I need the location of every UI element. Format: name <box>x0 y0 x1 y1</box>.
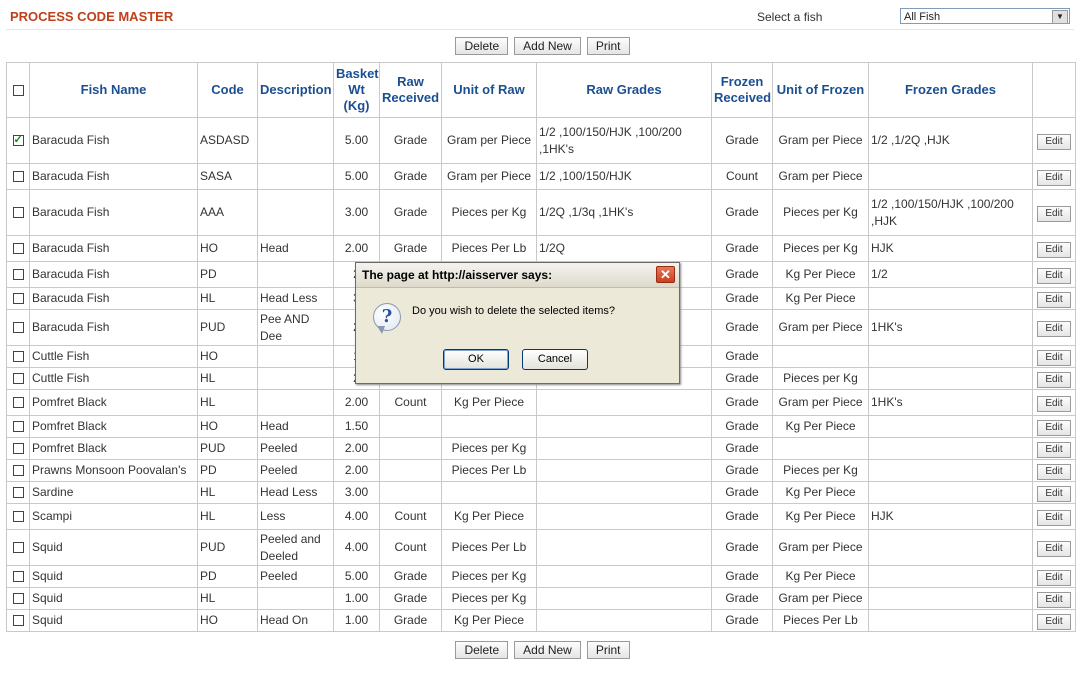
row-checkbox[interactable] <box>13 322 24 333</box>
edit-cell <box>1033 588 1076 610</box>
frozen-received-cell: Grade <box>712 438 773 460</box>
table-header-row <box>7 63 1076 118</box>
edit-cell <box>1033 390 1076 416</box>
raw-received-cell: Grade <box>380 190 442 236</box>
description-cell <box>258 346 334 368</box>
col-frozen-received: Frozen Received <box>712 63 773 118</box>
code-cell: ASDASD <box>198 118 258 164</box>
table-row <box>7 460 1076 482</box>
raw-grades-cell: 1/2 ,100/150/HJK <box>537 164 712 190</box>
row-select-cell[interactable] <box>7 588 30 610</box>
frozen-grades-cell: HJK <box>869 236 1033 262</box>
unit-of-raw-cell: Pieces Per Lb <box>442 460 537 482</box>
fish-name-cell: Baracuda Fish <box>30 236 198 262</box>
edit-button[interactable]: Edit <box>1037 442 1071 458</box>
fish-name-cell: Prawns Monsoon Poovalan's <box>30 460 198 482</box>
edit-button[interactable]: Edit <box>1037 486 1071 502</box>
edit-cell <box>1033 310 1076 346</box>
frozen-grades-cell <box>869 164 1033 190</box>
frozen-received-cell: Count <box>712 164 773 190</box>
description-cell: Head Less <box>258 288 334 310</box>
confirm-dialog <box>355 262 680 384</box>
row-select-cell[interactable] <box>7 610 30 632</box>
edit-cell <box>1033 530 1076 566</box>
delete-button[interactable]: Delete <box>455 37 508 55</box>
edit-button[interactable]: Edit <box>1037 592 1071 608</box>
code-cell: HL <box>198 504 258 530</box>
row-checkbox[interactable] <box>13 421 24 432</box>
table-row <box>7 416 1076 438</box>
edit-button[interactable]: Edit <box>1037 292 1071 308</box>
basket-wt-cell: 3.00 <box>334 482 380 504</box>
header-divider <box>6 29 1074 30</box>
raw-received-cell: Count <box>380 504 442 530</box>
fish-select[interactable] <box>900 8 1070 24</box>
frozen-received-cell: Grade <box>712 262 773 288</box>
raw-grades-cell <box>537 566 712 588</box>
frozen-grades-cell <box>869 416 1033 438</box>
col-raw-grades: Raw Grades <box>537 63 712 118</box>
fish-name-cell: Baracuda Fish <box>30 262 198 288</box>
dialog-body <box>356 288 679 384</box>
fish-name-cell: Baracuda Fish <box>30 164 198 190</box>
raw-grades-cell: 1/2 ,100/150/HJK ,100/200 ,1HK's <box>537 118 712 164</box>
edit-button[interactable]: Edit <box>1037 464 1071 480</box>
unit-of-frozen-cell: Pieces per Kg <box>773 190 869 236</box>
unit-of-frozen-cell: Pieces per Kg <box>773 236 869 262</box>
row-select-cell[interactable] <box>7 262 30 288</box>
unit-of-raw-cell: Gram per Piece <box>442 164 537 190</box>
row-checkbox[interactable] <box>13 373 24 384</box>
table-row <box>7 482 1076 504</box>
edit-cell <box>1033 262 1076 288</box>
frozen-grades-cell <box>869 346 1033 368</box>
col-description: Description <box>258 63 334 118</box>
frozen-grades-cell <box>869 368 1033 390</box>
basket-wt-cell: 4.00 <box>334 530 380 566</box>
edit-cell <box>1033 236 1076 262</box>
page-header <box>0 0 1085 30</box>
unit-of-raw-cell: Pieces per Kg <box>442 190 537 236</box>
bottom-toolbar <box>0 641 1085 659</box>
edit-cell <box>1033 346 1076 368</box>
row-checkbox[interactable] <box>13 443 24 454</box>
top-toolbar <box>0 37 1085 55</box>
frozen-received-cell: Grade <box>712 236 773 262</box>
description-cell <box>258 190 334 236</box>
delete-button-bottom[interactable]: Delete <box>455 641 508 659</box>
fish-name-cell: Squid <box>30 530 198 566</box>
raw-received-cell: Count <box>380 530 442 566</box>
edit-button[interactable]: Edit <box>1037 350 1071 366</box>
fish-name-cell: Baracuda Fish <box>30 310 198 346</box>
basket-wt-cell: 5.00 <box>334 566 380 588</box>
edit-button[interactable]: Edit <box>1037 614 1071 630</box>
edit-button[interactable]: Edit <box>1037 206 1071 222</box>
table-row <box>7 566 1076 588</box>
row-checkbox[interactable] <box>13 511 24 522</box>
edit-cell <box>1033 482 1076 504</box>
fish-name-cell: Baracuda Fish <box>30 118 198 164</box>
description-cell: Head <box>258 416 334 438</box>
page-title: PROCESS CODE MASTER <box>10 9 174 24</box>
row-select-cell[interactable] <box>7 190 30 236</box>
row-select-cell[interactable] <box>7 164 30 190</box>
code-cell: HO <box>198 610 258 632</box>
fish-name-cell: Baracuda Fish <box>30 190 198 236</box>
frozen-grades-cell: 1/2 ,100/150/HJK ,100/200 ,HJK <box>869 190 1033 236</box>
basket-wt-cell: 1.00 <box>334 610 380 632</box>
row-select-cell[interactable] <box>7 504 30 530</box>
edit-button[interactable]: Edit <box>1037 541 1071 557</box>
dialog-title: The page at http://aisserver says: <box>362 268 553 282</box>
frozen-grades-cell <box>869 482 1033 504</box>
frozen-received-cell: Grade <box>712 390 773 416</box>
frozen-received-cell: Grade <box>712 416 773 438</box>
description-cell: Peeled <box>258 460 334 482</box>
description-cell <box>258 368 334 390</box>
col-fish-name: Fish Name <box>30 63 198 118</box>
table-row <box>7 164 1076 190</box>
edit-button[interactable]: Edit <box>1037 321 1071 337</box>
raw-received-cell: Grade <box>380 118 442 164</box>
select-all-cell[interactable] <box>7 63 30 118</box>
raw-received-cell: Grade <box>380 164 442 190</box>
edit-cell <box>1033 504 1076 530</box>
raw-grades-cell <box>537 610 712 632</box>
edit-cell <box>1033 416 1076 438</box>
fish-name-cell: Scampi <box>30 504 198 530</box>
unit-of-frozen-cell: Gram per Piece <box>773 588 869 610</box>
table-row <box>7 504 1076 530</box>
unit-of-raw-cell: Kg Per Piece <box>442 610 537 632</box>
code-cell: HL <box>198 368 258 390</box>
row-checkbox[interactable] <box>13 397 24 408</box>
frozen-grades-cell <box>869 460 1033 482</box>
dialog-message: Do you wish to delete the selected items? <box>412 305 616 317</box>
unit-of-frozen-cell: Pieces Per Lb <box>773 610 869 632</box>
frozen-received-cell: Grade <box>712 460 773 482</box>
raw-received-cell: Grade <box>380 588 442 610</box>
raw-grades-cell <box>537 390 712 416</box>
code-cell: HO <box>198 416 258 438</box>
basket-wt-cell: 5.00 <box>334 118 380 164</box>
row-checkbox[interactable] <box>13 243 24 254</box>
row-checkbox[interactable] <box>13 135 24 146</box>
fish-name-cell: Pomfret Black <box>30 438 198 460</box>
description-cell <box>258 164 334 190</box>
table-row <box>7 438 1076 460</box>
raw-grades-cell <box>537 416 712 438</box>
table-row <box>7 530 1076 566</box>
unit-of-frozen-cell: Kg Per Piece <box>773 504 869 530</box>
row-select-cell[interactable] <box>7 368 30 390</box>
raw-received-cell: Count <box>380 390 442 416</box>
unit-of-raw-cell: Pieces per Kg <box>442 566 537 588</box>
row-select-cell[interactable] <box>7 416 30 438</box>
ok-button[interactable]: OK <box>443 349 509 370</box>
table-row <box>7 190 1076 236</box>
row-checkbox[interactable] <box>13 351 24 362</box>
table-row <box>7 118 1076 164</box>
edit-cell <box>1033 164 1076 190</box>
row-checkbox[interactable] <box>13 593 24 604</box>
edit-cell <box>1033 460 1076 482</box>
frozen-grades-cell <box>869 288 1033 310</box>
edit-button[interactable]: Edit <box>1037 396 1071 412</box>
question-icon-tail <box>377 326 385 334</box>
unit-of-frozen-cell: Kg Per Piece <box>773 288 869 310</box>
raw-received-cell: Grade <box>380 566 442 588</box>
code-cell: PD <box>198 566 258 588</box>
unit-of-frozen-cell: Kg Per Piece <box>773 416 869 438</box>
basket-wt-cell: 2.00 <box>334 438 380 460</box>
col-raw-received: Raw Received <box>380 63 442 118</box>
row-checkbox[interactable] <box>13 542 24 553</box>
row-select-cell[interactable] <box>7 310 30 346</box>
unit-of-raw-cell: Pieces per Kg <box>442 438 537 460</box>
chevron-down-icon[interactable]: ▼ <box>1052 10 1068 24</box>
row-select-cell[interactable] <box>7 460 30 482</box>
fish-name-cell: Baracuda Fish <box>30 288 198 310</box>
raw-received-cell <box>380 482 442 504</box>
col-code: Code <box>198 63 258 118</box>
col-edit <box>1033 63 1076 118</box>
unit-of-frozen-cell <box>773 346 869 368</box>
row-select-cell[interactable] <box>7 346 30 368</box>
code-cell: PUD <box>198 438 258 460</box>
unit-of-frozen-cell: Gram per Piece <box>773 118 869 164</box>
description-cell: Head <box>258 236 334 262</box>
raw-grades-cell <box>537 504 712 530</box>
question-icon: ? <box>373 303 401 331</box>
unit-of-frozen-cell: Gram per Piece <box>773 530 869 566</box>
unit-of-frozen-cell: Gram per Piece <box>773 390 869 416</box>
unit-of-frozen-cell: Kg Per Piece <box>773 482 869 504</box>
edit-cell <box>1033 118 1076 164</box>
frozen-grades-cell <box>869 438 1033 460</box>
add-new-button[interactable]: Add New <box>514 37 581 55</box>
code-cell: HO <box>198 346 258 368</box>
edit-cell <box>1033 610 1076 632</box>
print-button[interactable]: Print <box>587 37 630 55</box>
unit-of-frozen-cell: Pieces per Kg <box>773 460 869 482</box>
code-cell: AAA <box>198 190 258 236</box>
close-icon[interactable]: ✕ <box>656 266 675 283</box>
description-cell: Pee AND Dee <box>258 310 334 346</box>
raw-received-cell: Grade <box>380 236 442 262</box>
row-checkbox[interactable] <box>13 293 24 304</box>
unit-of-raw-cell: Pieces Per Lb <box>442 530 537 566</box>
frozen-received-cell: Grade <box>712 482 773 504</box>
col-frozen-grades: Frozen Grades <box>869 63 1033 118</box>
fish-name-cell: Squid <box>30 588 198 610</box>
row-select-cell[interactable] <box>7 482 30 504</box>
edit-button[interactable]: Edit <box>1037 170 1071 186</box>
basket-wt-cell: 2.00 <box>334 390 380 416</box>
description-cell <box>258 118 334 164</box>
row-checkbox[interactable] <box>13 571 24 582</box>
description-cell <box>258 262 334 288</box>
frozen-grades-cell: 1HK's <box>869 390 1033 416</box>
unit-of-frozen-cell: Kg Per Piece <box>773 262 869 288</box>
col-basket-wt: Basket Wt (Kg) <box>334 63 380 118</box>
frozen-grades-cell: 1/2 ,1/2Q ,HJK <box>869 118 1033 164</box>
edit-button[interactable]: Edit <box>1037 242 1071 258</box>
edit-button[interactable]: Edit <box>1037 570 1071 586</box>
table-row <box>7 236 1076 262</box>
code-cell: HL <box>198 288 258 310</box>
description-cell: Peeled <box>258 566 334 588</box>
edit-cell <box>1033 288 1076 310</box>
frozen-received-cell: Grade <box>712 190 773 236</box>
unit-of-frozen-cell: Gram per Piece <box>773 310 869 346</box>
select-all-checkbox[interactable] <box>13 85 24 96</box>
frozen-received-cell: Grade <box>712 588 773 610</box>
unit-of-raw-cell: Pieces per Kg <box>442 588 537 610</box>
table-row <box>7 390 1076 416</box>
raw-grades-cell: 1/2Q ,1/3q ,1HK's <box>537 190 712 236</box>
print-button-bottom[interactable]: Print <box>587 641 630 659</box>
row-select-cell[interactable] <box>7 236 30 262</box>
basket-wt-cell: 2.00 <box>334 460 380 482</box>
frozen-received-cell: Grade <box>712 346 773 368</box>
description-cell <box>258 390 334 416</box>
unit-of-raw-cell: Kg Per Piece <box>442 504 537 530</box>
edit-button[interactable]: Edit <box>1037 510 1071 526</box>
code-cell: HL <box>198 390 258 416</box>
fish-select-label: Select a fish <box>757 10 823 24</box>
add-new-button-bottom[interactable]: Add New <box>514 641 581 659</box>
frozen-grades-cell <box>869 530 1033 566</box>
frozen-grades-cell <box>869 588 1033 610</box>
unit-of-raw-cell <box>442 416 537 438</box>
row-checkbox[interactable] <box>13 487 24 498</box>
description-cell: Peeled <box>258 438 334 460</box>
row-checkbox[interactable] <box>13 207 24 218</box>
frozen-received-cell: Grade <box>712 310 773 346</box>
frozen-grades-cell: 1/2 <box>869 262 1033 288</box>
edit-button[interactable]: Edit <box>1037 268 1071 284</box>
edit-button[interactable]: Edit <box>1037 372 1071 388</box>
fish-name-cell: Sardine <box>30 482 198 504</box>
row-select-cell[interactable] <box>7 530 30 566</box>
description-cell: Peeled and Deeled <box>258 530 334 566</box>
unit-of-raw-cell: Kg Per Piece <box>442 390 537 416</box>
col-unit-of-frozen: Unit of Frozen <box>773 63 869 118</box>
code-cell: PD <box>198 262 258 288</box>
frozen-received-cell: Grade <box>712 504 773 530</box>
frozen-received-cell: Grade <box>712 368 773 390</box>
edit-button[interactable]: Edit <box>1037 420 1071 436</box>
edit-cell <box>1033 438 1076 460</box>
code-cell: HL <box>198 482 258 504</box>
edit-cell <box>1033 190 1076 236</box>
code-cell: SASA <box>198 164 258 190</box>
table-row <box>7 588 1076 610</box>
cancel-button[interactable]: Cancel <box>522 349 588 370</box>
unit-of-raw-cell <box>442 482 537 504</box>
description-cell <box>258 588 334 610</box>
raw-grades-cell <box>537 460 712 482</box>
description-cell: Head Less <box>258 482 334 504</box>
row-select-cell[interactable] <box>7 390 30 416</box>
frozen-grades-cell <box>869 610 1033 632</box>
basket-wt-cell: 4.00 <box>334 504 380 530</box>
row-select-cell[interactable] <box>7 288 30 310</box>
description-cell: Head On <box>258 610 334 632</box>
basket-wt-cell: 3.00 <box>334 190 380 236</box>
frozen-received-cell: Grade <box>712 610 773 632</box>
raw-grades-cell: 1/2Q <box>537 236 712 262</box>
unit-of-raw-cell: Pieces Per Lb <box>442 236 537 262</box>
unit-of-frozen-cell: Kg Per Piece <box>773 566 869 588</box>
code-cell: HO <box>198 236 258 262</box>
edit-cell <box>1033 566 1076 588</box>
basket-wt-cell: 2.00 <box>334 236 380 262</box>
row-select-cell[interactable] <box>7 438 30 460</box>
unit-of-frozen-cell: Pieces per Kg <box>773 368 869 390</box>
edit-button[interactable]: Edit <box>1037 134 1071 150</box>
raw-received-cell <box>380 416 442 438</box>
code-cell: PUD <box>198 530 258 566</box>
basket-wt-cell: 1.00 <box>334 588 380 610</box>
raw-grades-cell <box>537 482 712 504</box>
raw-grades-cell <box>537 530 712 566</box>
fish-select-value: All Fish <box>904 11 941 23</box>
raw-received-cell <box>380 438 442 460</box>
code-cell: HL <box>198 588 258 610</box>
fish-name-cell: Cuttle Fish <box>30 368 198 390</box>
raw-grades-cell <box>537 438 712 460</box>
row-checkbox[interactable] <box>13 465 24 476</box>
raw-grades-cell <box>537 588 712 610</box>
code-cell: PUD <box>198 310 258 346</box>
row-select-cell[interactable] <box>7 118 30 164</box>
basket-wt-cell: 5.00 <box>334 164 380 190</box>
unit-of-frozen-cell <box>773 438 869 460</box>
frozen-received-cell: Grade <box>712 288 773 310</box>
frozen-grades-cell: 1HK's <box>869 310 1033 346</box>
frozen-received-cell: Grade <box>712 118 773 164</box>
raw-received-cell <box>380 460 442 482</box>
frozen-received-cell: Grade <box>712 566 773 588</box>
unit-of-raw-cell: Gram per Piece <box>442 118 537 164</box>
basket-wt-cell: 1.50 <box>334 416 380 438</box>
frozen-grades-cell <box>869 566 1033 588</box>
frozen-grades-cell: HJK <box>869 504 1033 530</box>
row-checkbox[interactable] <box>13 171 24 182</box>
fish-name-cell: Pomfret Black <box>30 390 198 416</box>
description-cell: Less <box>258 504 334 530</box>
raw-received-cell: Grade <box>380 610 442 632</box>
code-cell: PD <box>198 460 258 482</box>
fish-name-cell: Cuttle Fish <box>30 346 198 368</box>
frozen-received-cell: Grade <box>712 530 773 566</box>
fish-name-cell: Squid <box>30 566 198 588</box>
fish-name-cell: Pomfret Black <box>30 416 198 438</box>
fish-name-cell: Squid <box>30 610 198 632</box>
row-checkbox[interactable] <box>13 269 24 280</box>
table-row <box>7 610 1076 632</box>
col-unit-of-raw: Unit of Raw <box>442 63 537 118</box>
dialog-titlebar <box>356 263 679 288</box>
row-select-cell[interactable] <box>7 566 30 588</box>
edit-cell <box>1033 368 1076 390</box>
row-checkbox[interactable] <box>13 615 24 626</box>
unit-of-frozen-cell: Gram per Piece <box>773 164 869 190</box>
